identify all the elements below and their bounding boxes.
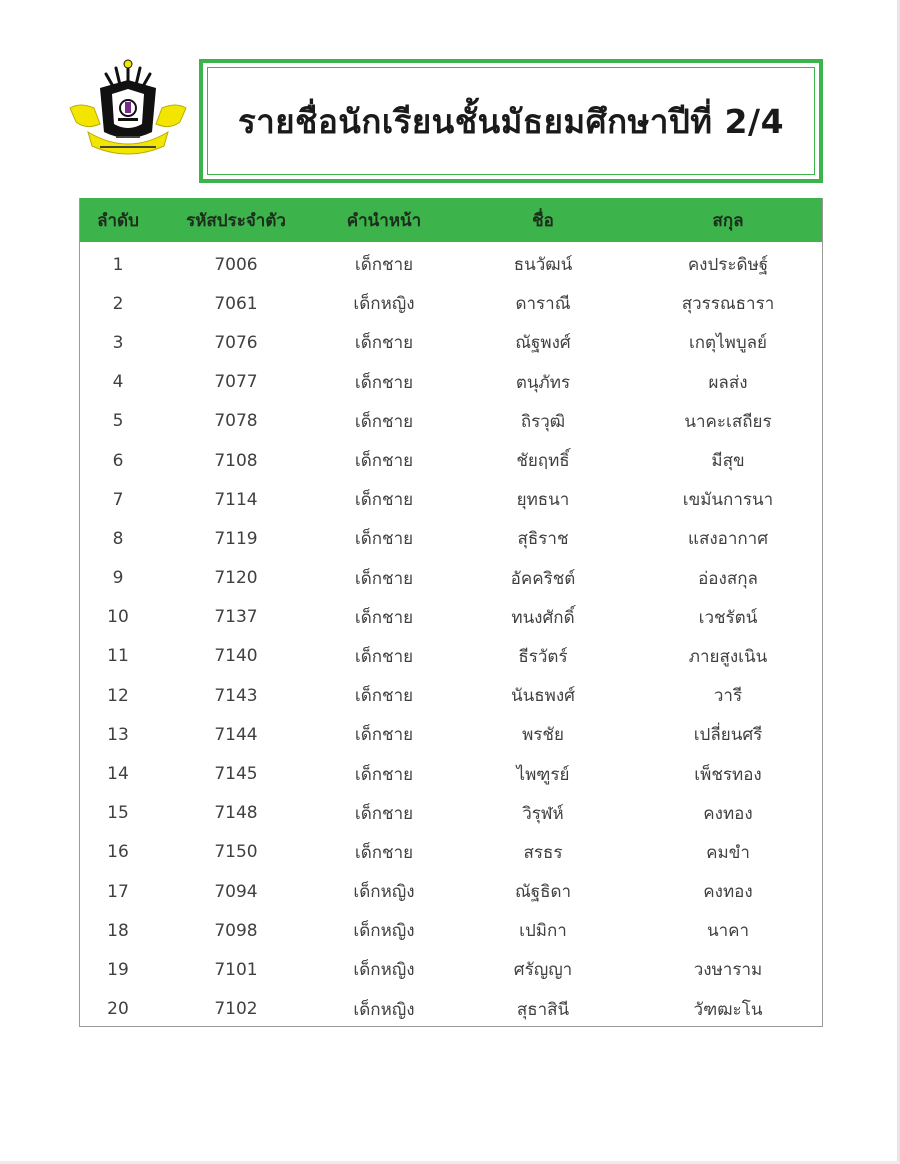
row-student-id: 7077 <box>214 372 258 393</box>
row-prefix: เด็กชาย <box>354 568 414 589</box>
row-no: 3 <box>112 332 124 353</box>
header-first-name: ชื่อ <box>532 210 554 231</box>
row-last-name: นาคะเสถียร <box>684 411 772 432</box>
row-last-name: คงประดิษฐ์ <box>687 255 769 276</box>
row-last-name: คงทอง <box>703 882 753 903</box>
row-first-name: ไพฑูรย์ <box>516 764 570 785</box>
row-prefix: เด็กชาย <box>354 842 414 863</box>
row-prefix: เด็กชาย <box>354 646 414 667</box>
table-row <box>80 480 822 519</box>
row-first-name: สุธิราช <box>517 529 569 550</box>
table-body <box>80 242 822 1029</box>
row-prefix: เด็กชาย <box>354 372 414 393</box>
row-no: 10 <box>107 607 129 628</box>
row-student-id: 7145 <box>214 764 258 785</box>
row-last-name: สุวรรณธารา <box>681 294 775 315</box>
header-no: ลำดับ <box>97 210 139 231</box>
row-first-name: เปมิกา <box>519 921 567 942</box>
row-first-name: สรธร <box>523 842 563 863</box>
row-student-id: 7119 <box>214 528 258 549</box>
row-first-name: ณัฐพงศ์ <box>515 333 571 354</box>
row-no: 17 <box>107 881 129 902</box>
table-row <box>80 754 822 793</box>
row-no: 18 <box>107 920 129 941</box>
table-row <box>80 794 822 833</box>
table-row <box>80 990 822 1029</box>
row-last-name: ภายสูงเนิน <box>688 646 768 667</box>
row-no: 4 <box>112 372 124 393</box>
row-no: 19 <box>107 959 129 980</box>
row-prefix: เด็กชาย <box>354 725 414 746</box>
title-box <box>199 59 823 183</box>
row-prefix: เด็กหญิง <box>353 882 415 903</box>
row-no: 12 <box>107 685 129 706</box>
table-row <box>80 519 822 558</box>
row-first-name: ดาราณี <box>515 294 571 315</box>
row-last-name: อ่องสกุล <box>698 568 758 589</box>
row-no: 13 <box>107 724 129 745</box>
row-prefix: เด็กชาย <box>354 803 414 824</box>
row-last-name: วารี <box>713 686 743 707</box>
header-prefix: คำนำหน้า <box>346 210 422 231</box>
row-student-id: 7150 <box>214 842 258 863</box>
row-student-id: 7144 <box>214 724 258 745</box>
row-first-name: ณัฐธิดา <box>514 882 572 903</box>
table-row <box>80 637 822 676</box>
row-last-name: เปลี่ยนศรี <box>693 725 763 746</box>
row-last-name: มีสุข <box>711 451 745 472</box>
table-row <box>80 833 822 872</box>
row-first-name: ธนวัฒน์ <box>513 255 573 276</box>
row-no: 11 <box>107 646 129 667</box>
table-row <box>80 284 822 323</box>
row-no: 9 <box>112 568 124 589</box>
row-prefix: เด็กหญิง <box>353 294 415 315</box>
row-first-name: ยุทธนา <box>516 490 570 511</box>
row-first-name: ชัยฤทธิ์ <box>516 451 570 472</box>
page-title: รายชื่อนักเรียนชั้นมัธยมศึกษาปีที่ 2/4 <box>237 101 785 141</box>
row-prefix: เด็กหญิง <box>353 921 415 942</box>
row-first-name: วิรุฬห์ <box>522 803 564 824</box>
table-row <box>80 559 822 598</box>
student-roster-table <box>79 198 823 1027</box>
row-no: 1 <box>112 254 124 275</box>
row-student-id: 7094 <box>214 881 258 902</box>
row-prefix: เด็กชาย <box>354 607 414 628</box>
row-no: 6 <box>112 450 124 471</box>
row-student-id: 7076 <box>214 332 258 353</box>
row-first-name: นันธพงศ์ <box>511 686 575 707</box>
row-last-name: วงษาราม <box>693 960 763 981</box>
row-no: 14 <box>107 764 129 785</box>
row-prefix: เด็กชาย <box>354 490 414 511</box>
row-student-id: 7140 <box>214 646 258 667</box>
row-last-name: เพ็ชรทอง <box>694 764 762 785</box>
table-row <box>80 441 822 480</box>
row-student-id: 7148 <box>214 803 258 824</box>
table-row <box>80 676 822 715</box>
title-frame <box>207 67 815 175</box>
row-last-name: ผลส่ง <box>708 372 748 393</box>
row-first-name: ทนงศักดิ์ <box>511 607 575 628</box>
row-student-id: 7143 <box>214 685 258 706</box>
row-student-id: 7114 <box>214 489 258 510</box>
row-no: 15 <box>107 803 129 824</box>
row-student-id: 7101 <box>214 959 258 980</box>
row-student-id: 7006 <box>214 254 258 275</box>
row-last-name: คมขำ <box>706 842 750 863</box>
row-last-name: เวชรัตน์ <box>698 607 758 628</box>
header-student-id: รหัสประจำตัว <box>186 210 286 231</box>
row-first-name: ศรัญญา <box>513 960 573 981</box>
row-no: 2 <box>112 293 124 314</box>
row-first-name: พรชัย <box>522 725 564 746</box>
row-first-name: ธีรวัตร์ <box>518 646 568 667</box>
row-no: 20 <box>107 999 129 1020</box>
school-emblem-icon <box>66 58 190 158</box>
table-row <box>80 872 822 911</box>
row-last-name: เกตุไพบูลย์ <box>688 333 768 354</box>
row-student-id: 7078 <box>214 411 258 432</box>
table-row <box>80 911 822 950</box>
table-row <box>80 598 822 637</box>
row-prefix: เด็กหญิง <box>353 999 415 1020</box>
row-first-name: สุธาสินี <box>516 999 570 1020</box>
table-row <box>80 950 822 989</box>
table-row <box>80 715 822 754</box>
table-row <box>80 363 822 402</box>
row-no: 7 <box>112 489 124 510</box>
row-prefix: เด็กชาย <box>354 764 414 785</box>
row-last-name: คงทอง <box>703 803 753 824</box>
row-no: 5 <box>112 411 124 432</box>
row-last-name: แสงอากาศ <box>687 529 769 550</box>
row-prefix: เด็กชาย <box>354 255 414 276</box>
table-row <box>80 323 822 362</box>
row-prefix: เด็กชาย <box>354 686 414 707</box>
row-no: 8 <box>112 528 124 549</box>
row-first-name: อัคคริชต์ <box>510 568 576 589</box>
row-last-name: นาคา <box>706 921 750 942</box>
table-row <box>80 402 822 441</box>
row-prefix: เด็กชาย <box>354 529 414 550</box>
row-prefix: เด็กชาย <box>354 333 414 354</box>
row-last-name: เขมันการนา <box>682 490 774 511</box>
row-prefix: เด็กหญิง <box>353 960 415 981</box>
row-prefix: เด็กชาย <box>354 411 414 432</box>
header-last-name: สกุล <box>712 210 744 231</box>
table-row <box>80 245 822 284</box>
table-header <box>80 198 822 242</box>
row-student-id: 7108 <box>214 450 258 471</box>
row-first-name: ตนุภัทร <box>515 372 571 393</box>
row-first-name: ถิรวุฒิ <box>520 411 566 432</box>
row-student-id: 7098 <box>214 920 258 941</box>
row-prefix: เด็กชาย <box>354 451 414 472</box>
row-student-id: 7061 <box>214 293 258 314</box>
row-no: 16 <box>107 842 129 863</box>
row-student-id: 7102 <box>214 999 258 1020</box>
row-student-id: 7120 <box>214 568 258 589</box>
row-last-name: วัฑฒะโน <box>693 999 763 1020</box>
row-student-id: 7137 <box>214 607 258 628</box>
